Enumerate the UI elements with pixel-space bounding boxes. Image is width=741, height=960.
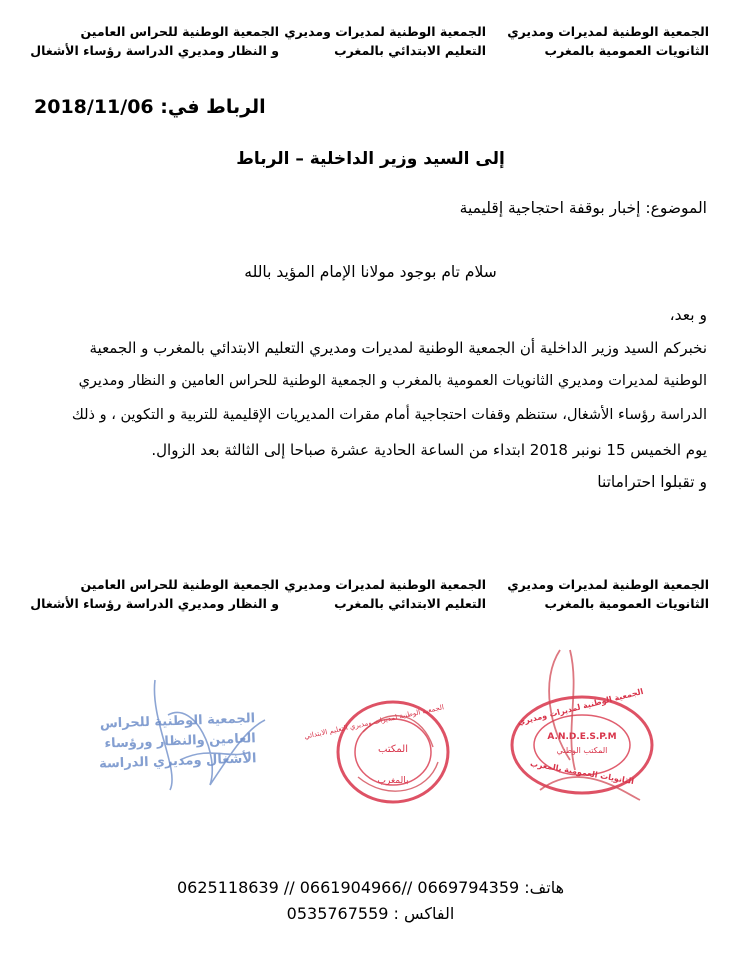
red-stamp-right-office: المكتب الوطني [556, 746, 608, 755]
signature-assoc-secondary-line2: الثانويات العمومية بالمغرب [544, 596, 709, 611]
body-line-1: نخبركم السيد وزير الداخلية أن الجمعية الوطنية لمديرات ومديري التعليم الابتدائي بالمغرب و الجمعية [89, 339, 707, 357]
header-assoc-secondary-line2: الثانويات العمومية بالمغرب [544, 43, 709, 58]
signature-assoc-primary [284, 575, 486, 613]
signature-assoc-primary-line2: التعليم الابتدائي بالمغرب [334, 596, 486, 611]
header-assoc-guards-line2: و النظار ومديري الدراسة رؤساء الأشغال [30, 43, 279, 58]
subject-line: الموضوع: إخبار بوقفة احتجاجية إقليمية [459, 199, 707, 217]
red-signature [516, 640, 660, 810]
header-assoc-guards [30, 22, 279, 60]
red-stamp-center [303, 692, 453, 812]
signature-assoc-primary-line1: الجمعية الوطنية لمديرات ومديري [284, 577, 486, 592]
header-assoc-guards-line1: الجمعية الوطنية للحراس العامين [80, 24, 279, 39]
red-stamp-right-text-bottom: الثانويات العمومية بالمغرب [529, 758, 635, 787]
footer-fax: الفاكس : 0535767559 [286, 904, 455, 923]
header-assoc-primary-line1: الجمعية الوطنية لمديرات ومديري [284, 24, 486, 39]
footer-phone: هاتف: 0669794359 //0661904966 // 0625118639 [176, 878, 565, 897]
signature-assoc-secondary [507, 575, 709, 613]
date-line: الرباط في: 2018/11/06 [34, 96, 266, 118]
closing-line: و تقبلوا احتراماتنا [597, 473, 707, 491]
header-assoc-secondary-line1: الجمعية الوطنية لمديرات ومديري [507, 24, 709, 39]
body-line-2: الوطنية لمديرات ومديري الثانويات العمومية بالمغرب و الجمعية الوطنية للحراس العامين و النظار ومديري [78, 373, 707, 389]
red-stamp-center-text-mid: المكتب [378, 744, 408, 755]
blue-stamp-line1: الجمعية الوطنية للحراس [99, 711, 256, 732]
body-line-4: يوم الخميس 15 نونبر 2018 ابتداء من الساعة الحادية عشرة صباحا إلى الثالثة بعد الزوال. [151, 441, 707, 459]
red-stamp-right-text-top: الجمعية الوطنية لمديرات ومديري [516, 686, 645, 727]
signature-assoc-guards-line1: الجمعية الوطنية للحراس العامين [80, 577, 279, 592]
signature-assoc-secondary-line1: الجمعية الوطنية لمديرات ومديري [507, 577, 709, 592]
header-assoc-secondary [507, 22, 709, 60]
red-stamp-center-text-bottom: بالمغرب [377, 776, 409, 786]
blue-stamp-line2: العامين والنظار ورؤساء [104, 731, 257, 752]
red-stamp-center-text-top: الجمعية الوطنية لمديرات ومديري التعليم الابتدائي [303, 703, 445, 741]
body-line-3: الدراسة رؤساء الأشغال، ستنظم وقفات احتجاجية أمام مقرات المديريات الإقليمية للتربية و التكوين ، و ذلك [71, 407, 707, 423]
signature-assoc-guards [30, 575, 279, 613]
header-assoc-primary [284, 22, 486, 60]
greeting-line: سلام تام بوجود مولانا الإمام المؤيد بالله [244, 263, 497, 281]
blue-signature [140, 660, 280, 800]
red-stamp-right-acronym: A.N.D.E.S.P.M [547, 732, 617, 742]
recipient-line: إلى السيد وزير الداخلية – الرباط [236, 149, 505, 169]
blue-stamp-line3: الأشغال ومديري الدراسة [98, 751, 257, 772]
signature-assoc-guards-line2: و النظار ومديري الدراسة رؤساء الأشغال [30, 596, 279, 611]
wa-baad-line: و بعد، [669, 306, 707, 324]
header-assoc-primary-line2: التعليم الابتدائي بالمغرب [334, 43, 486, 58]
